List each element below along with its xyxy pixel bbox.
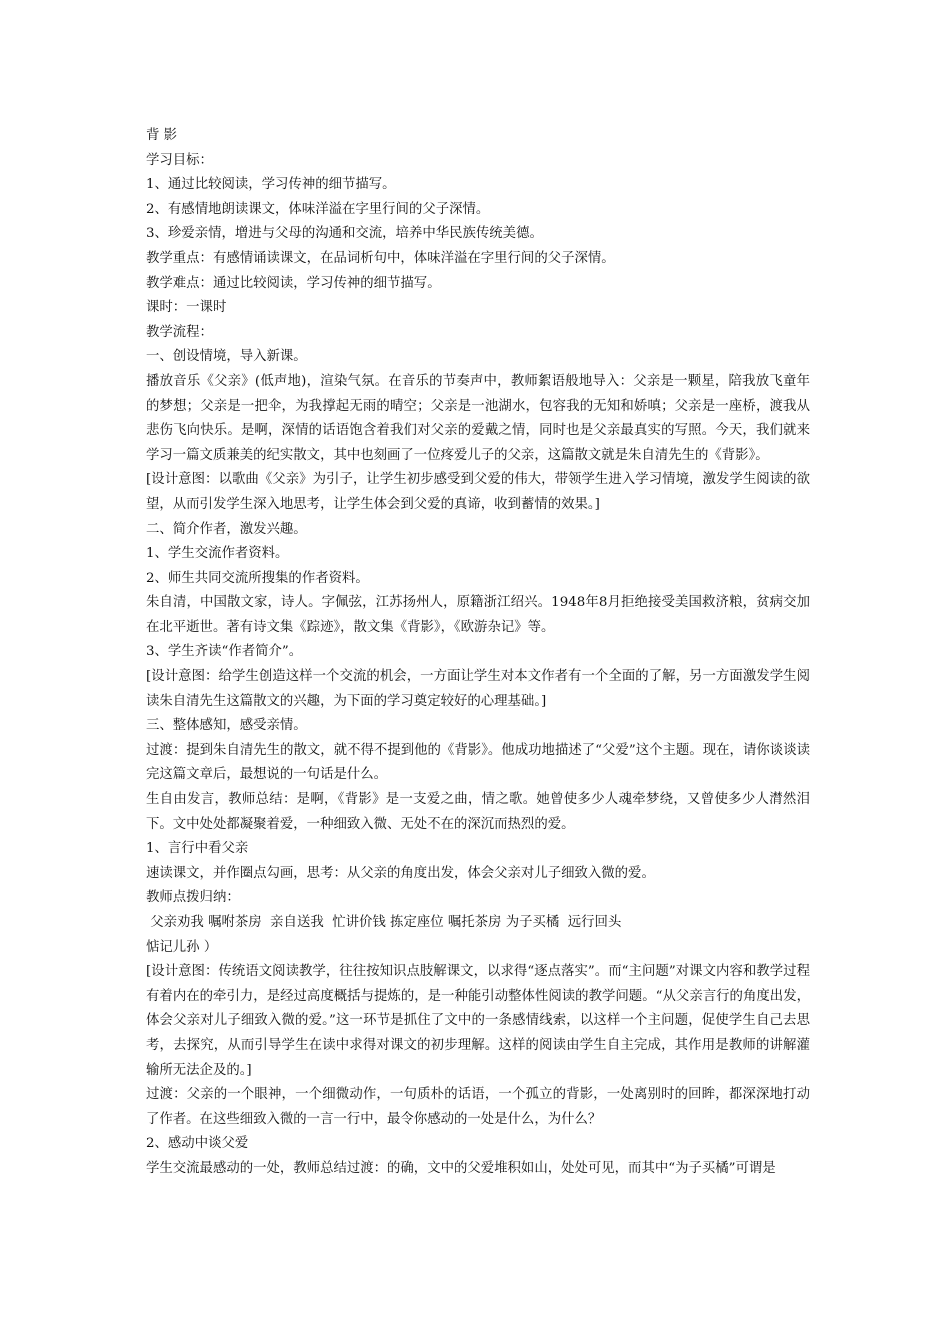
paragraph: 课时：一课时 <box>146 300 227 316</box>
paragraph: 1、学生交流作者资料。 <box>146 546 289 562</box>
document-body <box>146 124 810 1182</box>
design-intent-note: [设计意图：以歌曲《父亲》为引子，让学生初步感受到父爱的伟大，带领学生进入学习情境，激发学生阅读的欲望，从而引发学生深入地思考，让学生体会到父爱的真谛，收到蓄情的效果。] <box>146 472 810 512</box>
paragraph: 过渡：提到朱自清先生的散文，就不得不提到他的《背影》。他成功地描述了“父爱”这个主题。现在，请你谈谈读完这篇文章后，最想说的一句话是什么。 <box>146 742 810 783</box>
paragraph: 2、师生共同交流所搜集的作者资料。 <box>146 570 369 586</box>
paragraph: 生自由发言，教师总结：是啊，《背影》是一支爱之曲，情之歌。她曾使多少人魂牵梦绕，又曾使多少人潸然泪下。文中处处都凝聚着爱，一种细致入微、无处不在的深沉而热烈的爱。 <box>146 792 810 832</box>
summary-list-continued: 惦记儿孙 ） <box>146 939 218 955</box>
subsection-heading: 2、感动中谈父爱 <box>146 1136 249 1152</box>
paragraph: 过渡：父亲的一个眼神，一个细微动作，一句质朴的话语，一个孤立的背影，一处离别时的回眸，都深深地打动了作者。在这些细致入微的一言一行中，最令你感动的一处是什么，为什么？ <box>146 1087 810 1127</box>
section-heading: 二、简介作者，激发兴趣。 <box>146 521 307 537</box>
paragraph: 教学难点：通过比较阅读，学习传神的细节描写。 <box>146 275 441 291</box>
paragraph: 教师点拨归纳： <box>146 890 240 906</box>
document-title: 背 影 <box>146 128 178 143</box>
paragraph: 速读课文，并作圈点勾画，思考：从父亲的角度出发，体会父亲对儿子细致入微的爱。 <box>146 865 655 881</box>
paragraph: 朱自清，中国散文家，诗人。字佩弦，江苏扬州人，原籍浙江绍兴。1948年8月拒绝接受美国救济粮，贫病交加在北平逝世。著有诗文集《踪迹》，散文集《背影》，《欧游杂记》等。 <box>146 595 810 635</box>
paragraph: 教学重点：有感情诵读课文，在品词析句中，体味洋溢在字里行间的父子深情。 <box>146 250 615 266</box>
paragraph: 学生交流最感动的一处，教师总结过渡：的确，文中的父爱堆积如山，处处可见，而其中“为子买橘”可谓是 <box>146 1160 776 1176</box>
summary-list: 父亲劝我 嘱咐茶房 亲自送我 忙讲价钱 拣定座位 嘱托茶房 为子买橘 远行回头 <box>146 915 622 930</box>
paragraph: 3、学生齐读“作者简介”。 <box>146 644 303 660</box>
paragraph: 学习目标： <box>146 152 213 168</box>
design-intent-note: [设计意图：给学生创造这样一个交流的机会，一方面让学生对本文作者有一个全面的了解，另一方面激发学生阅读朱自清先生这篇散文的兴趣，为下面的学习奠定较好的心理基础。] <box>146 669 810 709</box>
subsection-heading: 1、言行中看父亲 <box>146 841 249 857</box>
paragraph: 3、珍爱亲情，增进与父母的沟通和交流，培养中华民族传统美德。 <box>146 226 543 242</box>
design-intent-note: [设计意图：传统语文阅读教学，往往按知识点肢解课文，以求得“逐点落实”。而“主问题”对课文内容和教学过程有着内在的牵引力，是经过高度概括与提炼的，是一种能引动整体性阅读的教学问题。“从父亲言行的角度出发，体会父亲对儿子细致入微的爱。”这一环节是抓住了文中的一条感情线索，以这样一个主问题，促使学生自己去思考，去探究，从而引导学生在读中求得对课文的初步理解。这样的阅读由学生自主完成，其作用是教师的讲解灌输所无法企及的。] <box>146 964 810 1078</box>
paragraph: 教学流程： <box>146 324 213 340</box>
paragraph: 2、有感情地朗读课文，体味洋溢在字里行间的父子深情。 <box>146 201 490 217</box>
section-heading: 一、创设情境，导入新课。 <box>146 349 307 365</box>
section-heading: 三、整体感知，感受亲情。 <box>146 718 307 734</box>
paragraph: 播放音乐《父亲》(低声地)，渲染气氛。在音乐的节奏声中，教师絮语般地导入：父亲是一颗星，陪我放飞童年的梦想；父亲是一把伞，为我撑起无雨的晴空；父亲是一池湖水，包容我的无知和娇嗔；父亲是一座桥，渡我从悲伤飞向快乐。是啊，深情的话语饱含着我们对父亲的爱戴之情，同时也是父亲最真实的写照。今天，我们就来学习一篇文质兼美的纪实散文，其中也刻画了一位疼爱儿子的父亲，这篇散文就是朱自清先生的《背影》。 <box>146 373 810 463</box>
paragraph: 1、通过比较阅读，学习传神的细节描写。 <box>146 177 396 193</box>
